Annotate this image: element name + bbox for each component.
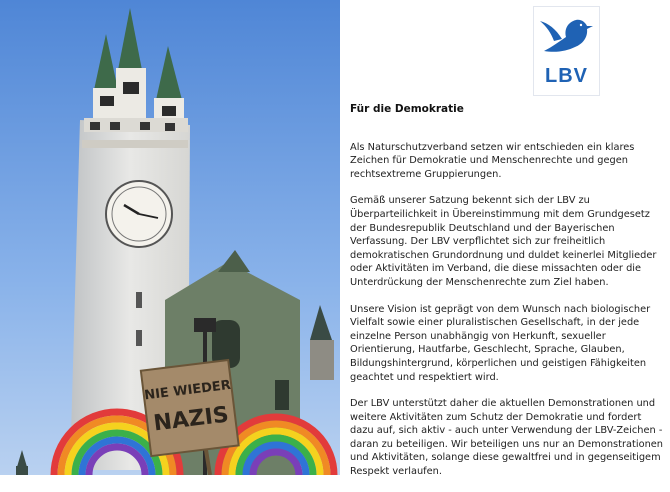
bird-icon <box>534 7 599 65</box>
lbv-logo <box>533 6 600 96</box>
paragraph-3: Unsere Vision ist geprägt von dem Wunsch nach biologischer Vielfalt sowie einer pluralistischen Gesellschaft, in der jede einzelne Person unabhängig von Herkunft, sexueller Orientierung, Hautfarbe, Geschlecht, Sprache, Glauben, Bildungshintergrund, körperlichen und geistigen Fähigkeiten geachtet und respektiert wird. <box>350 303 651 383</box>
tower-photo <box>0 0 340 475</box>
logo-text: LBV <box>545 65 588 87</box>
tower-photo-illustration <box>0 0 340 475</box>
sign-line-1: NIE WIEDER <box>143 377 232 404</box>
paragraph-2: Gemäß unserer Satzung bekennt sich der LBV zu Überparteilichkeit in Übereinstimmung mit dem Grundgesetz der Bundesrepublik Deutschland und der Bayerischen Verfassung. Der LBV verpflichtet sich zur freiheitlich demokratischen Grundordnung und duldet keinerlei Mitglieder oder Aktivitäten im Verband, die diese missachten oder die Unterdrückung der Menschenrechte zum Ziel haben. <box>350 195 657 288</box>
paragraph-4: Der LBV unterstützt daher die aktuellen Demonstrationen und weitere Aktivitäten zum Schutz der Demokratie und fordert dazu auf, sich aktiv - auch unter Verwendung der LBV-Zeichen - daran zu beteiligen. Wir beteiligen uns nur an Demonstrationen und Aktivitäten, solange diese gewaltfrei und in gegenseitigem Respekt verlaufen. <box>350 398 664 478</box>
article <box>350 103 666 492</box>
article-title: Für die Demokratie <box>350 103 464 115</box>
sign-line-2: NAZIS <box>152 402 231 437</box>
paragraph-1: Als Naturschutzverband setzen wir entschieden ein klares Zeichen für Demokratie und Menschenrechte und gegen rechtsextreme Gruppierungen. <box>350 141 635 180</box>
